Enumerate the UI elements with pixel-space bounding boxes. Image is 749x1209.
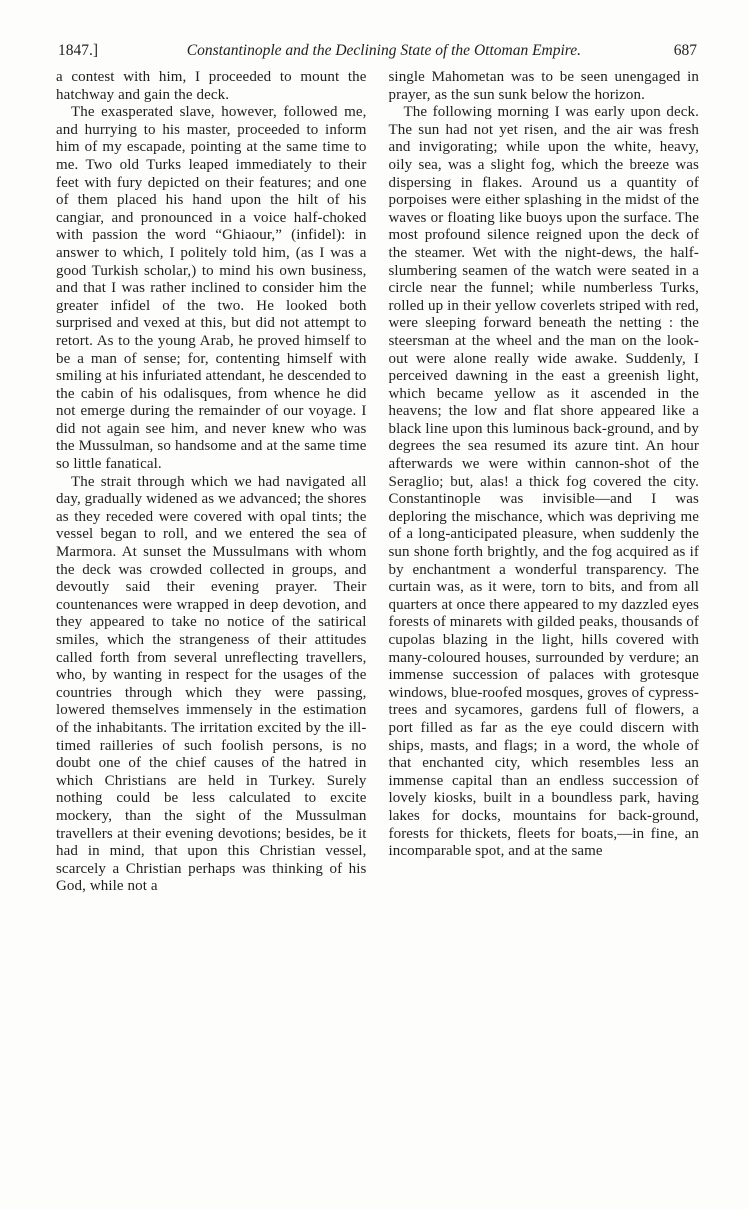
column-left: [56, 69, 367, 896]
header-year: 1847.]: [58, 42, 99, 59]
paragraph: a contest with him, I proceeded to mount the hatchway and gain the deck.: [56, 69, 367, 103]
paragraph: The strait through which we had navigated all day, gradually widened as we advanced; the shores as they receded were covered with opal tints; the vessel began to roll, and we entered the sea of Marmora. At sunset the Mussulmans with whom the deck was crowded collected in groups, and devoutly said their evening prayer. Their countenances were wrapped in deep devotion, and they appeared to take no notice of the satirical smiles, which the strangeness of their attitudes called forth from several unreflecting travellers, who, by wanting in respect for the usages of the countries through which they were passing, lowered themselves immensely in the estimation of the inhabitants. The irritation excited by the ill-timed railleries of such foolish persons, is no doubt one of the chief causes of the hatred in which Christians are held in Turkey. Surely nothing could be less calculated to excite mockery, than the sight of the Mussulman travellers at their evening devotions; besides, be it had in mind, that upon this Christian vessel, scarcely a Christian perhaps was thinking of his God, while not a: [56, 473, 367, 895]
header-page-number: 687: [673, 42, 697, 59]
paragraph: single Mahometan was to be seen unengaged in prayer, as the sun sunk below the horizon.: [388, 69, 699, 103]
header-title: Constantinople and the Declining State of the Ottoman Empire.: [186, 42, 581, 59]
paragraph: The exasperated slave, however, followed me, and hurrying to his master, proceeded to inform him of my escapade, pointing at the same time to me. Two old Turks leaped immediately to their feet with fury depicted on their features; and one of them placed his hand upon the hilt of his cangiar, and pronounced in a voice half-choked with passion the word “Ghiaour,” (infidel): in answer to which, I politely told him, (as I was a good Turkish scholar,) to mind his own business, and that I was rather inclined to consider him the greater infidel of the two. He looked both surprised and vexed at this, but did not attempt to retort. As to the young Arab, he proved himself to be a man of sense; for, contenting himself with smiling at his infuriated attendant, he descended to the cabin of his odalisques, from whence he did not emerge during the remainder of our voyage. I did not again see him, and never knew who was the Mussulman, so handsome and at the same time so little fanatical.: [56, 104, 367, 473]
column-right: [389, 69, 700, 896]
text-columns: [56, 69, 699, 896]
page-header: [56, 42, 699, 60]
paragraph: The following morning I was early upon deck. The sun had not yet risen, and the air was fresh and invigorating; while upon the white, heavy, oily sea, was a slight fog, which the breeze was dispersing in flakes. Around us a quantity of porpoises were either splashing in the midst of the waves or floating like buoys upon the surface. The most profound silence reigned upon the deck of the steamer. Wet with the night-dews, the half-slumbering seamen of the watch were seated in a circle near the funnel; while numberless Turks, rolled up in their yellow coverlets striped with red, were sleeping forward beneath the netting : the steersman at the wheel and the man on the look-out were alone really wide awake. Suddenly, I perceived dawning in the east a greenish light, which became yellow as it ascended in the heavens; the low and flat shore appeared like a black line upon this luminous back-ground, and by degrees the sea resumed its azure tint. An hour afterwards we were within cannon-shot of the Seraglio; but, alas! a thick fog covered the city. Constantinople was invisible—and I was deploring the mischance, which was depriving me of a long-anticipated pleasure, when suddenly the sun shone forth brightly, and the fog acquired as if by enchantment a wonderful transparency. The curtain was, as it were, torn to bits, and from all quarters at once there appeared to my dazzled eyes forests of minarets with gilded peaks, thousands of cupolas blazing in the light, hills covered with many-coloured houses, surrounded by verdure; an immense succession of palaces with grotesque windows, blue-roofed mosques, groves of cypress-trees and sycamores, gardens full of flowers, a port filled as far as the eye could discern with ships, masts, and flags; in a word, the whole of that enchanted city, which resembles less an immense capital than an endless succession of lovely kiosks, built in a boundless park, having lakes for docks, mountains for back-ground, forests for thickets, fleets for boats,—in fine, an incomparable spot, and at the same: [388, 104, 699, 860]
